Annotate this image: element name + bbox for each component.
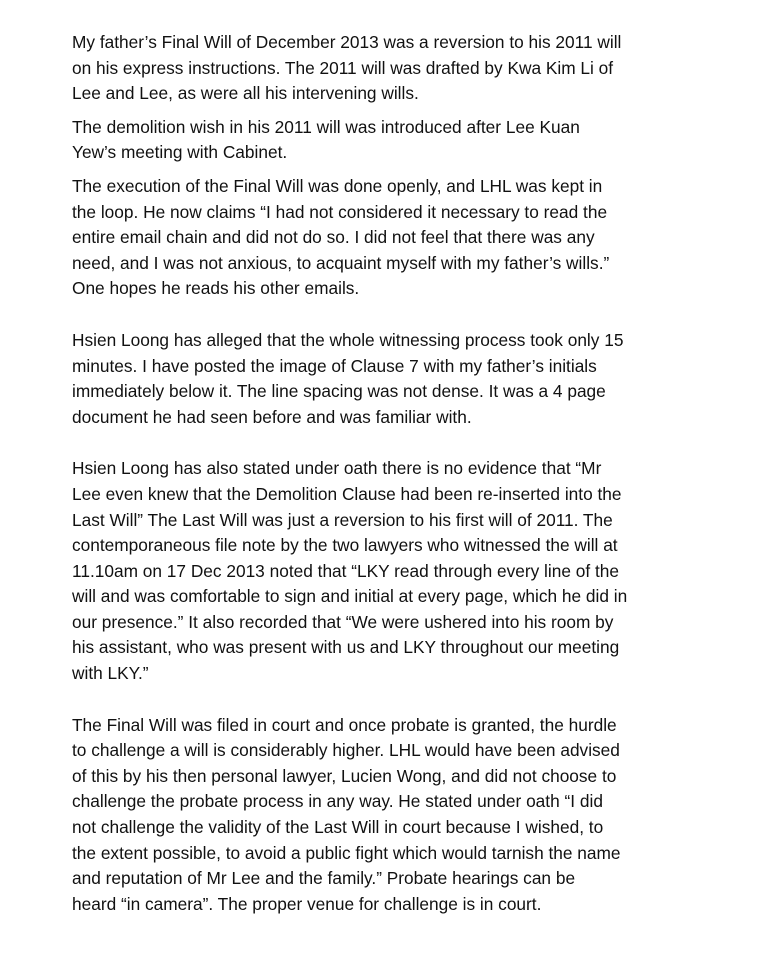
text-line: immediately below it. The line spacing was not dense. It was a 4 page bbox=[72, 381, 606, 402]
text-line: his assistant, who was present with us and LKY throughout our meeting bbox=[72, 637, 620, 658]
text-line: document he had seen before and was familiar with. bbox=[72, 406, 472, 427]
text-line: One hopes he reads his other emails. bbox=[72, 278, 360, 299]
text-line: challenge the probate process in any way. He stated under oath “I did bbox=[72, 791, 603, 812]
text-line: My father’s Final Will of December 2013 was a reversion to his 2011 will bbox=[72, 32, 622, 52]
paragraph-execution-of-will bbox=[72, 174, 712, 302]
text-line: Yew’s meeting with Cabinet. bbox=[72, 142, 288, 163]
text-line: need, and I was not anxious, to acquaint myself with my father’s wills.” bbox=[72, 252, 610, 273]
paragraph-witnessing-process bbox=[72, 328, 712, 430]
text-line: to challenge a will is considerably higher. LHL would have been advised bbox=[72, 740, 620, 761]
text-line: on his express instructions. The 2011 will was drafted by Kwa Kim Li of bbox=[72, 57, 614, 78]
document-page bbox=[72, 30, 712, 917]
text-line: The demolition wish in his 2011 will was introduced after Lee Kuan bbox=[72, 116, 580, 137]
text-line: entire email chain and did not do so. I did not feel that there was any bbox=[72, 227, 595, 248]
text-line: of this by his then personal lawyer, Lucien Wong, and did not choose to bbox=[72, 765, 617, 786]
text-line: and reputation of Mr Lee and the family.” Probate hearings can be bbox=[72, 868, 576, 889]
text-line: our presence.” It also recorded that “We were ushered into his room by bbox=[72, 611, 614, 632]
text-line: Last Will” The Last Will was just a reversion to his first will of 2011. The bbox=[72, 509, 613, 530]
text-line: contemporaneous file note by the two lawyers who witnessed the will at bbox=[72, 535, 618, 556]
text-line: the loop. He now claims “I had not considered it necessary to read the bbox=[72, 201, 608, 222]
paragraph-final-will-reversion bbox=[72, 30, 712, 107]
text-line: 11.10am on 17 Dec 2013 noted that “LKY read through every line of the bbox=[72, 560, 619, 581]
paragraph-demolition-wish bbox=[72, 115, 712, 166]
text-line: will and was comfortable to sign and initial at every page, which he did in bbox=[72, 586, 628, 607]
text-line: heard “in camera”. The proper venue for challenge is in court. bbox=[72, 893, 542, 914]
text-line: not challenge the validity of the Last Will in court because I wished, to bbox=[72, 817, 604, 838]
paragraph-oath-statement bbox=[72, 456, 712, 686]
text-line: the extent possible, to avoid a public fight which would tarnish the name bbox=[72, 842, 621, 863]
text-line: The Final Will was filed in court and once probate is granted, the hurdle bbox=[72, 714, 617, 735]
text-line: Hsien Loong has alleged that the whole witnessing process took only 15 bbox=[72, 329, 624, 350]
text-line: Hsien Loong has also stated under oath there is no evidence that “Mr bbox=[72, 458, 602, 479]
text-line: Lee even knew that the Demolition Clause had been re-inserted into the bbox=[72, 483, 622, 504]
text-line: Lee and Lee, as were all his intervening wills. bbox=[72, 83, 419, 104]
text-line: with LKY.” bbox=[72, 663, 149, 684]
text-line: The execution of the Final Will was done openly, and LHL was kept in bbox=[72, 175, 603, 196]
paragraph-probate bbox=[72, 713, 712, 918]
text-line: minutes. I have posted the image of Clause 7 with my father’s initials bbox=[72, 355, 597, 376]
